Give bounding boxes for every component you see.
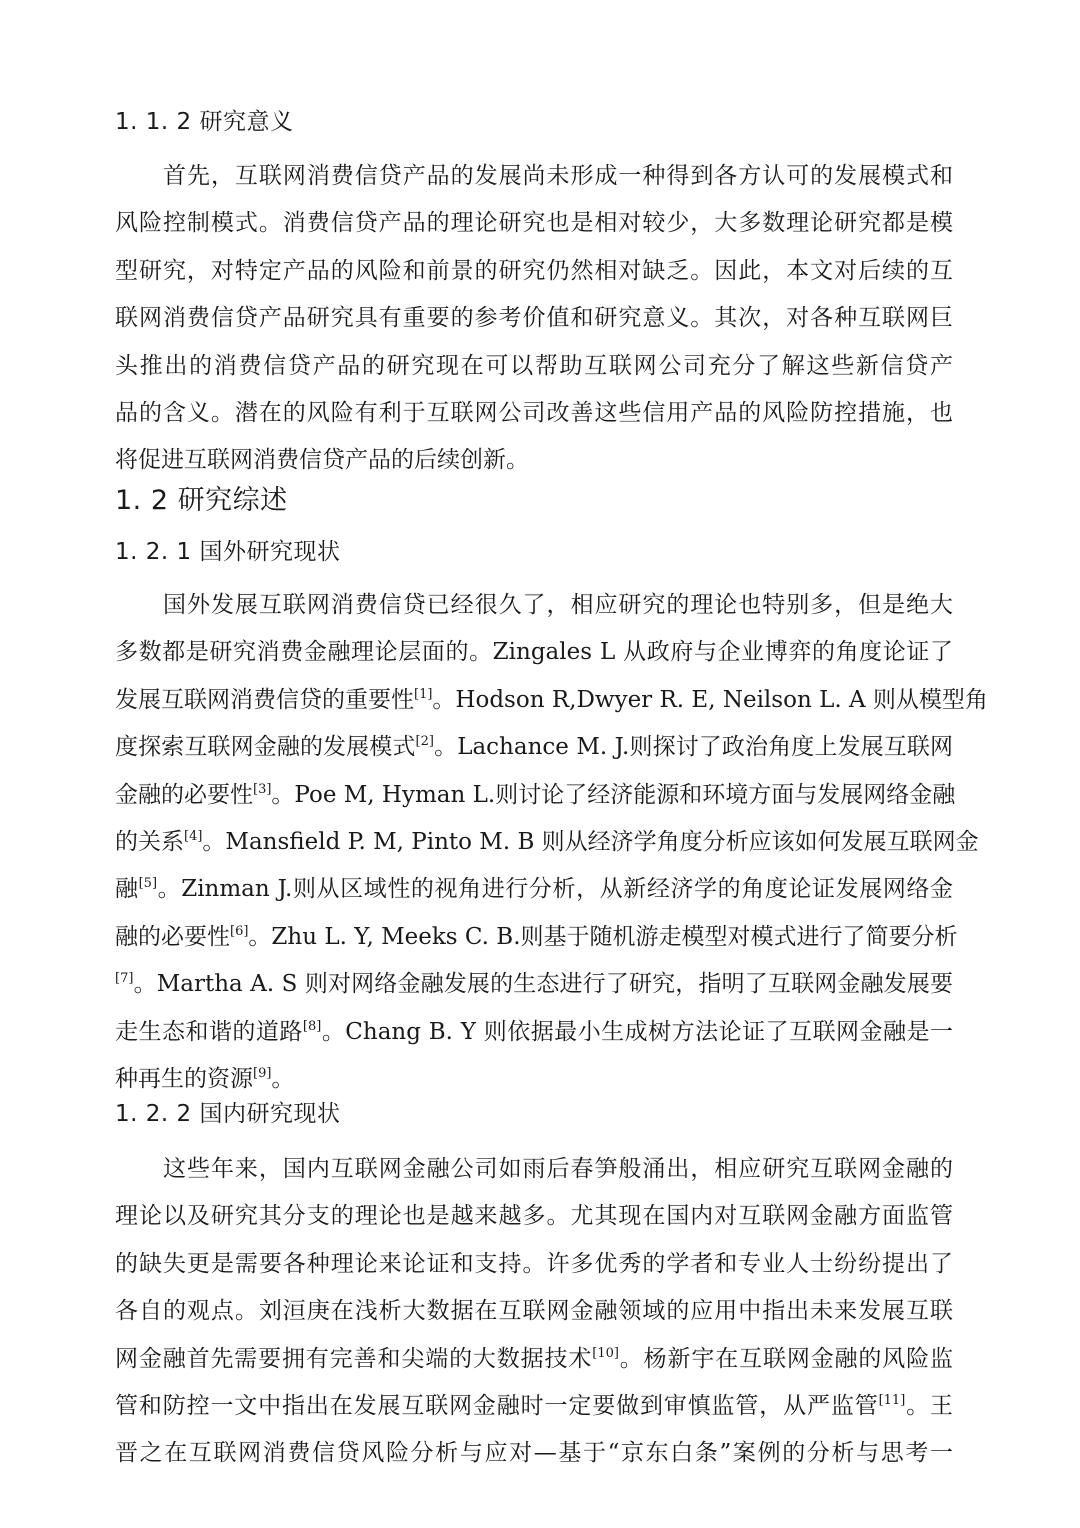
text-line: 的缺失更是需要各种理论来论证和支持。许多优秀的学者和专业人士纷纷提出了 — [115, 1250, 953, 1277]
citation-ref: [1] — [414, 686, 433, 702]
text-segment: 度探索互联网金融的发展模式 — [115, 734, 416, 761]
paragraph-foreign-research — [115, 582, 988, 1103]
text-line — [115, 1056, 953, 1103]
citation-ref: [9] — [253, 1065, 272, 1081]
text-segment: 。Martha A. S 则对网络金融发展的生态进行了研究，指明了互联网金融发展要 — [133, 971, 953, 998]
citation-ref: [11] — [878, 1392, 906, 1408]
text-line: 型研究，对特定产品的风险和前景的研究仍然相对缺乏。因此，本文对后续的互 — [115, 257, 953, 284]
text-line — [115, 819, 979, 866]
text-segment: 种再生的资源 — [115, 1065, 253, 1092]
text-segment: 。Mansfield P. M, Pinto M. B 则从经济学角度分析应该如何发展互联网金 — [202, 828, 979, 855]
text-line: 将促进互联网消费信贷产品的后续创新。 — [115, 447, 529, 474]
text-segment: 。Lachance M. J.则探讨了政治角度上发展互联网 — [433, 734, 953, 761]
text-line — [115, 1009, 953, 1056]
text-line: 理论以及研究其分支的理论也是越来越多。尤其现在国内对互联网金融方面监管 — [115, 1203, 953, 1230]
heading-1-1-2: 1. 1. 2 研究意义 — [115, 109, 294, 135]
text-segment: 。Poe M, Hyman L.则讨论了经济能源和环境方面与发展网络金融 — [271, 781, 956, 808]
text-line — [115, 1383, 953, 1430]
citation-ref: [3] — [253, 781, 272, 797]
text-segment: 。Zinman J.则从区域性的视角进行分析，从新经济学的角度论证发展网络金 — [157, 876, 954, 903]
text-segment: 。杨新宇在互联网金融的风险监 — [618, 1345, 954, 1372]
citation-ref: [6] — [230, 923, 249, 939]
citation-ref: [8] — [302, 1018, 322, 1034]
text-segment: 走生态和谐的道路 — [115, 1018, 303, 1045]
text-segment: 。Hodson R,Dwyer R. E, Neilson L. A 则从模型角 — [432, 686, 988, 713]
text-segment: 。Zhu L. Y, Meeks C. B.则基于随机游走模型对模式进行了简要分析 — [248, 923, 958, 950]
paragraph-research-significance — [115, 153, 953, 485]
text-line — [115, 772, 956, 819]
citation-ref: [7] — [115, 971, 134, 987]
text-line: 品的含义。潜在的风险有利于互联网公司改善这些信用产品的风险防控措施，也 — [115, 399, 953, 426]
text-line — [115, 677, 988, 724]
citation-ref: [4] — [184, 828, 203, 844]
heading-1-2-2: 1. 2. 2 国内研究现状 — [115, 1101, 341, 1127]
heading-1-2-1: 1. 2. 1 国外研究现状 — [115, 539, 341, 565]
text-line: 晋之在互联网消费信贷风险分析与应对—基于“京东白条”案例的分析与思考一 — [115, 1440, 953, 1467]
text-line — [115, 1336, 953, 1383]
text-line: 各自的观点。刘洹庚在浅析大数据在互联网金融领域的应用中指出未来发展互联 — [115, 1298, 953, 1325]
citation-ref: [5] — [138, 876, 158, 892]
text-line — [115, 724, 953, 771]
text-segment: 融 — [115, 876, 139, 903]
citation-ref: [2] — [415, 734, 434, 750]
text-segment: 。Chang B. Y 则依据最小生成树方法论证了互联网金融是一 — [321, 1018, 954, 1045]
text-segment: 网金融首先需要拥有完善和尖端的大数据技术 — [115, 1345, 593, 1372]
text-segment: 金融的必要性 — [115, 781, 253, 808]
text-line: 联网消费信贷产品研究具有重要的参考价值和研究意义。其次，对各种互联网巨 — [115, 305, 953, 332]
text-line: 这些年来，国内互联网金融公司如雨后春笋般涌出，相应研究互联网金融的 — [163, 1156, 953, 1182]
text-line: 国外发展互联网消费信贷已经很久了，相应研究的理论也特别多，但是绝大 — [163, 592, 953, 618]
text-segment: 管和防控一文中指出在发展互联网金融时一定要做到审慎监管，从严监管 — [115, 1392, 879, 1419]
text-segment: 的关系 — [115, 828, 184, 855]
text-segment: 。 — [271, 1065, 295, 1092]
text-segment: 发展互联网消费信贷的重要性 — [115, 686, 414, 713]
citation-ref: [10] — [592, 1345, 619, 1361]
paragraph-domestic-research — [115, 1146, 953, 1478]
text-segment: 融的必要性 — [115, 923, 230, 950]
text-line — [115, 866, 953, 913]
text-line — [115, 961, 953, 1008]
text-line — [115, 914, 958, 961]
text-line: 首先，互联网消费信贷产品的发展尚未形成一种得到各方认可的发展模式和 — [163, 163, 953, 189]
text-line: 风险控制模式。消费信贷产品的理论研究也是相对较少，大多数理论研究都是模 — [115, 210, 953, 237]
text-segment: 。王 — [905, 1392, 954, 1419]
text-line: 头推出的消费信贷产品的研究现在可以帮助互联网公司充分了解这些新信贷产 — [115, 352, 953, 379]
text-line: 多数都是研究消费金融理论层面的。Zingales L 从政府与企业博弈的角度论证了 — [115, 639, 953, 666]
heading-1-2: 1. 2 研究综述 — [115, 485, 288, 516]
